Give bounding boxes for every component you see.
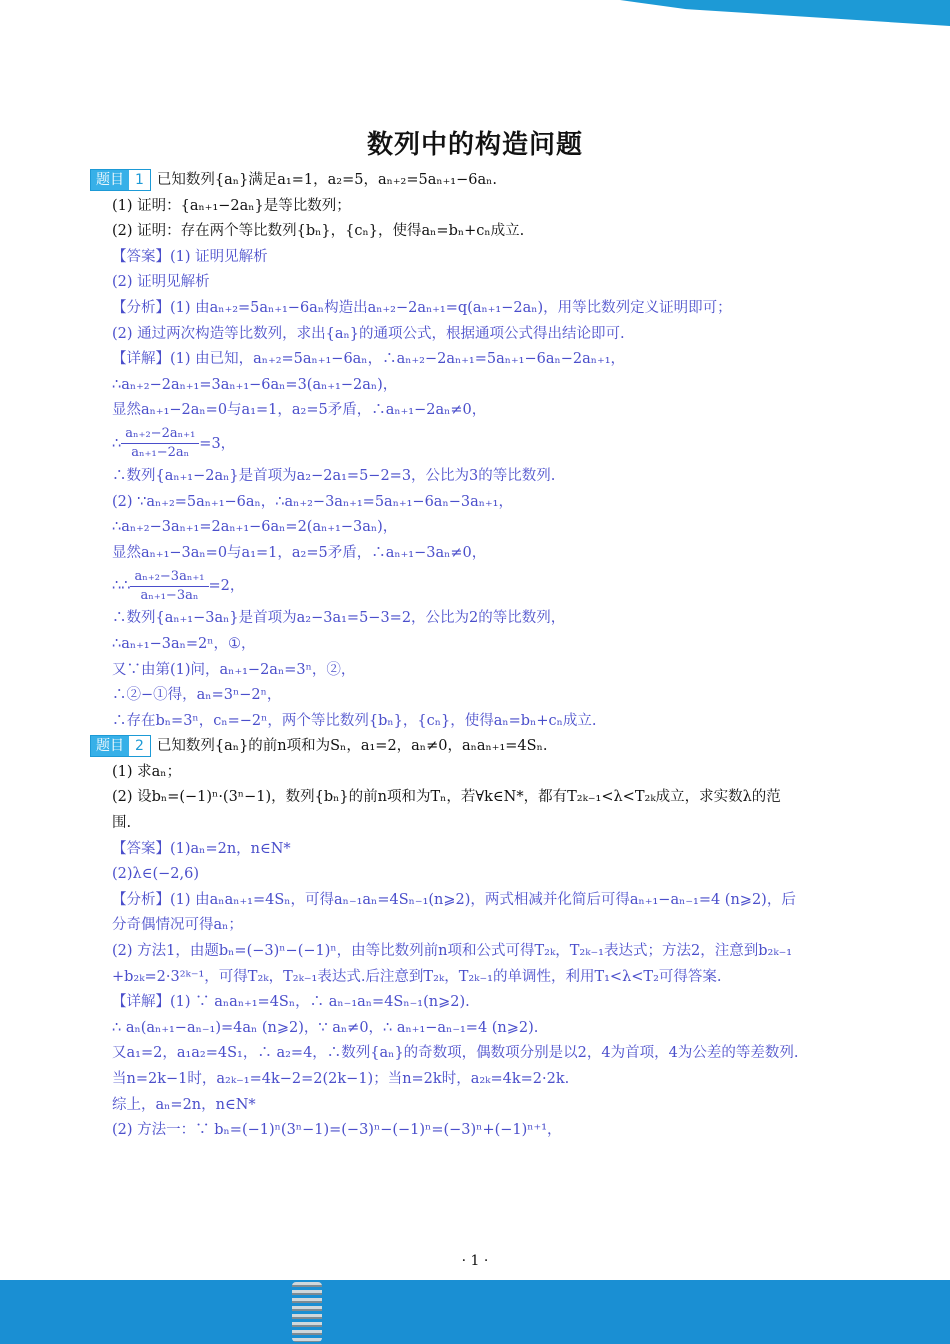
problem-text: 已知数列{aₙ}满足a₁=1，a₂=5，aₙ₊₂=5aₙ₊₁−6aₙ.: [156, 172, 497, 188]
solution-line: 显然aₙ₊₁−3aₙ=0与a₁=1，a₂=5矛盾，∴aₙ₊₁−3aₙ≠0，: [112, 544, 487, 561]
problem-number: 2: [135, 738, 144, 755]
solution-line: 分奇偶情况可得aₙ；: [112, 917, 243, 934]
problem-text: 已知数列{aₙ}的前n项和为Sₙ，a₁=2，aₙ≠0，aₙaₙ₊₁=4Sₙ.: [156, 738, 548, 755]
problem-label: 题目: [91, 736, 129, 756]
solution-line: ∴数列{aₙ₊₁−3aₙ}是首项为a₂−3a₁=5−3=2，公比为2的等比数列，: [112, 610, 566, 627]
fraction-prefix: ∴: [112, 435, 122, 452]
question-line: (2) 证明：存在两个等比数列{bₙ}，{cₙ}，使得aₙ=bₙ+cₙ成立.: [112, 223, 525, 240]
solution-line: ∴②−①得，aₙ=3ⁿ−2ⁿ，: [112, 687, 282, 704]
question-line: (1) 证明：{aₙ₊₁−2aₙ}是等比数列；: [112, 197, 351, 214]
solution-line: 当n=2k−1时，a₂ₖ₋₁=4k−2=2(2k−1)；当n=2k时，a₂ₖ=4k=2·2k.: [112, 1071, 570, 1087]
fraction: [130, 568, 208, 605]
fraction: [121, 425, 199, 462]
fraction-denominator: aₙ₊₁−3aₙ: [140, 587, 199, 603]
solution-line: 综上，aₙ=2n，n∈N*: [112, 1096, 256, 1113]
solution-line: 【分析】(1) 由aₙ₊₂=5aₙ₊₁−6aₙ构造出aₙ₊₂−2aₙ₊₁=q(aₙ₊₁−2aₙ)，用等比数列定义证明即可；: [112, 299, 732, 316]
fraction-line: [90, 424, 880, 464]
solution-line: (2) 方法1，由题bₙ=(−3)ⁿ−(−1)ⁿ，由等比数列前n项和公式可得T₂ₖ，T₂ₖ₋₁表达式；方法2，注意到b₂ₖ₋₁: [112, 943, 793, 960]
problem-number: 1: [135, 172, 144, 188]
solution-line: ∴数列{aₙ₊₁−2aₙ}是首项为a₂−2a₁=5−2=3，公比为3的等比数列.: [112, 467, 556, 484]
fraction-prefix: ∴∴: [112, 578, 131, 595]
fraction-suffix: =3，: [199, 435, 236, 452]
solution-line: 【分析】(1) 由aₙaₙ₊₁=4Sₙ，可得aₙ₋₁aₙ=4Sₙ₋₁(n⩾2)，两式相减并化简后可得aₙ₊₁−aₙ₋₁=4 (n⩾2)，后: [112, 891, 796, 908]
solution-line: (2) 证明见解析: [112, 274, 210, 291]
footer-bar: [0, 1280, 950, 1344]
solution-line: ∴aₙ₊₂−3aₙ₊₁=2aₙ₊₁−6aₙ=2(aₙ₊₁−3aₙ)，: [112, 519, 398, 536]
fraction-denominator: aₙ₊₁−2aₙ: [131, 445, 190, 461]
solution-line: ∴存在bₙ=3ⁿ，cₙ=−2ⁿ，两个等比数列{bₙ}，{cₙ}，使得aₙ=bₙ+cₙ成立.: [112, 712, 597, 729]
binding-coil: [292, 1282, 322, 1342]
solution-line: +b₂ₖ=2·3²ᵏ⁻¹，可得T₂ₖ，T₂ₖ₋₁表达式.后注意到T₂ₖ，T₂ₖ₋₁的单调性，利用T₁<λ<T₂可得答案.: [112, 968, 722, 985]
solution-line: 又∵由第(1)问，aₙ₊₁−2aₙ=3ⁿ，②，: [112, 661, 356, 678]
fraction-line: [90, 566, 880, 606]
page-title: 数列中的构造问题: [366, 130, 583, 160]
question-line: 围.: [112, 815, 132, 832]
solution-line: ∴aₙ₊₁−3aₙ=2ⁿ，①，: [112, 635, 256, 652]
solution-line: ∴ aₙ(aₙ₊₁−aₙ₋₁)=4aₙ (n⩾2)，∵ aₙ≠0，∴ aₙ₊₁−aₙ₋₁=4 (n⩾2).: [112, 1019, 539, 1036]
solution-line: (2) ∵aₙ₊₂=5aₙ₊₁−6aₙ，∴aₙ₊₂−3aₙ₊₁=5aₙ₊₁−6aₙ−3aₙ₊₁，: [112, 493, 513, 510]
solution-line: 【详解】(1) 由已知，aₙ₊₂=5aₙ₊₁−6aₙ，∴aₙ₊₂−2aₙ₊₁=5aₙ₊₁−6aₙ−2aₙ₊₁，: [112, 351, 626, 368]
solution-line: 【详解】(1) ∵ aₙaₙ₊₁=4Sₙ，∴ aₙ₋₁aₙ=4Sₙ₋₁(n⩾2).: [112, 994, 470, 1011]
solution-line: (2) 方法一：∵ bₙ=(−1)ⁿ(3ⁿ−1)=(−3)ⁿ−(−1)ⁿ=(−3)ⁿ+(−1)ⁿ⁺¹，: [112, 1122, 562, 1139]
solution-line: 【答案】(1) 证明见解析: [112, 248, 268, 265]
problem-badge: [90, 735, 151, 757]
solution-line: (2) 通过两次构造等比数列，求出{aₙ}的通项公式，根据通项公式得出结论即可.: [112, 325, 625, 342]
header-decoration: [620, 0, 950, 26]
problem-label: 题目: [91, 170, 129, 190]
solution-line: 【答案】(1)aₙ=2n，n∈N*: [112, 840, 291, 857]
page-number: · 1 ·: [461, 1253, 489, 1269]
problem-statement: [90, 734, 880, 760]
problem-badge: [90, 169, 151, 191]
question-line: (2) 设bₙ=(−1)ⁿ·(3ⁿ−1)，数列{bₙ}的前n项和为Tₙ，若∀k∈N*，都有T₂ₖ₋₁<λ<T₂ₖ成立，求实数λ的范: [112, 789, 781, 806]
solution-line: 又a₁=2，a₁a₂=4S₁，∴ a₂=4，∴数列{aₙ}的奇数项，偶数项分别是以2，4为首项，4为公差的等差数列.: [112, 1045, 799, 1062]
document-body: [90, 168, 880, 1144]
problem-statement: [90, 168, 880, 194]
question-line: (1) 求aₙ；: [112, 763, 182, 780]
solution-line: ∴aₙ₊₂−2aₙ₊₁=3aₙ₊₁−6aₙ=3(aₙ₊₁−2aₙ)，: [112, 376, 398, 393]
fraction-numerator: aₙ₊₂−3aₙ₊₁: [130, 568, 208, 587]
solution-line: 显然aₙ₊₁−2aₙ=0与a₁=1，a₂=5矛盾，∴aₙ₊₁−2aₙ≠0，: [112, 402, 487, 419]
fraction-numerator: aₙ₊₂−2aₙ₊₁: [121, 425, 199, 444]
fraction-suffix: =2，: [208, 578, 245, 595]
solution-line: (2)λ∈(−2,6): [112, 866, 199, 883]
